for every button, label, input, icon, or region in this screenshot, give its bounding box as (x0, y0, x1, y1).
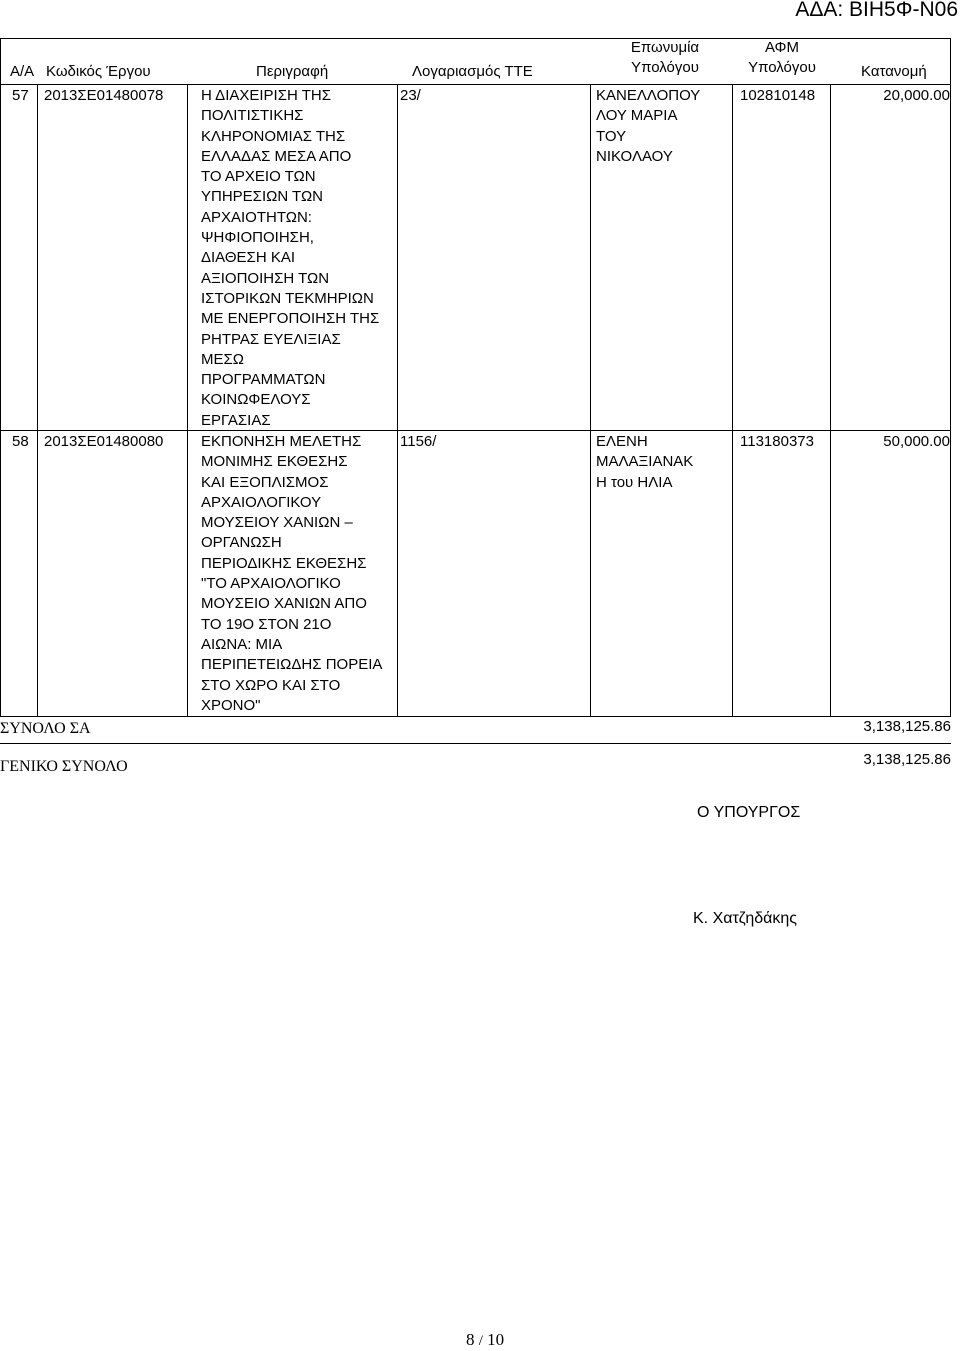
header-afm-line2: Υπολόγου (748, 59, 816, 76)
row-project-code: 2013ΣΕ01480080 (44, 433, 164, 450)
row-aa: 57 (12, 87, 29, 104)
general-total-value: 3,138,125.86 (863, 751, 951, 768)
page-total: 10 (487, 1330, 505, 1349)
row-account: 1156/ (400, 433, 437, 450)
row-name: ΕΛΕΝΗ ΜΑΛΑΞΙΑΝΑΚ Η του ΗΛΙΑ (596, 433, 694, 491)
header-project-code: Κωδικός Έργου (46, 63, 151, 80)
signature-name: Κ. Χατζηδάκης (693, 910, 798, 927)
header-description: Περιγραφή (256, 63, 329, 80)
general-total-label: ΓΕΝΙΚΟ ΣΥΝΟΛΟ (0, 758, 128, 775)
header-account: Λογαριασμός ΤΤΕ (412, 63, 533, 80)
row-account: 23/ (400, 87, 421, 104)
ada-identifier: ΑΔΑ: ΒΙΗ5Φ-Ν06 (795, 0, 958, 21)
page-separator: / (478, 1333, 483, 1349)
row-afm: 113180373 (740, 433, 814, 450)
row-aa: 58 (12, 433, 29, 450)
header-name-line2: Υπολόγου (631, 59, 699, 76)
header-name-line1: Επωνυμία (630, 39, 700, 56)
row-description: ΕΚΠΟΝΗΣΗ ΜΕΛΕΤΗΣ ΜΟΝΙΜΗΣ ΕΚΘΕΣΗΣ ΚΑΙ ΕΞΟΠΛΙΣΜΟΣ ΑΡΧΑΙΟΛΟΓΙΚΟΥ ΜΟΥΣΕΙΟΥ ΧΑΝΙΩΝ – ΟΡΓΑΝΩΣΗ ΠΕΡΙΟΔΙΚΗΣ ΕΚΘΕΣΗΣ "ΤΟ ΑΡΧΑΙΟΛΟΓΙΚΟ ΜΟΥΣΕΙΟ ΧΑΝΙΩΝ ΑΠΟ ΤΟ 19Ο ΣΤΟΝ 21Ο ΑΙΩΝΑ: ΜΙΑ ΠΕΡΙΠΕΤΕΙΩΔΗΣ ΠΟΡΕΙΑ ΣΤΟ ΧΩΡΟ ΚΑΙ ΣΤΟ ΧΡΟΝΟ" (201, 433, 383, 714)
row-project-code: 2013ΣΕ01480078 (44, 87, 164, 104)
row-allocation: 20,000.00 (883, 87, 950, 104)
row-name: ΚΑΝΕΛΛΟΠΟΥ ΛΟΥ ΜΑΡΙΑ ΤΟΥ ΝΙΚΟΛΑΟΥ (596, 87, 701, 165)
page-number (466, 1330, 504, 1350)
page-current: 8 (466, 1330, 475, 1349)
row-afm: 102810148 (740, 87, 816, 104)
header-aa: Α/Α (10, 63, 35, 80)
header-afm-line1: ΑΦΜ (764, 39, 800, 56)
signature-title: Ο ΥΠΟΥΡΓΟΣ (697, 804, 801, 821)
row-description: Η ΔΙΑΧΕΙΡΙΣΗ ΤΗΣ ΠΟΛΙΤΙΣΤΙΚΗΣ ΚΛΗΡΟΝΟΜΙΑΣ ΤΗΣ ΕΛΛΑΔΑΣ ΜΕΣΑ ΑΠΟ ΤΟ ΑΡΧΕΙΟ ΤΩΝ ΥΠΗΡΕΣΙΩΝ ΤΩΝ ΑΡΧΑΙΟΤΗΤΩΝ: ΨΗΦΙΟΠΟΙΗΣΗ, ΔΙΑΘΕΣΗ ΚΑΙ ΑΞΙΟΠΟΙΗΣΗ ΤΩΝ ΙΣΤΟΡΙΚΩΝ ΤΕΚΜΗΡΙΩΝ ΜΕ ΕΝΕΡΓΟΠΟΙΗΣΗ ΤΗΣ ΡΗΤΡΑΣ ΕΥΕΛΙΞΙΑΣ ΜΕΣΩ ΠΡΟΓΡΑΜΜΑΤΩΝ ΚΟΙΝΩΦΕΛΟΥΣ ΕΡΓΑΣΙΑΣ (201, 87, 380, 429)
total-sa-label: ΣΥΝΟΛΟ ΣΑ (0, 720, 91, 737)
header-allocation: Κατανομή (861, 63, 927, 80)
total-sa-value: 3,138,125.86 (863, 718, 951, 735)
row-allocation: 50,000.00 (883, 433, 950, 450)
